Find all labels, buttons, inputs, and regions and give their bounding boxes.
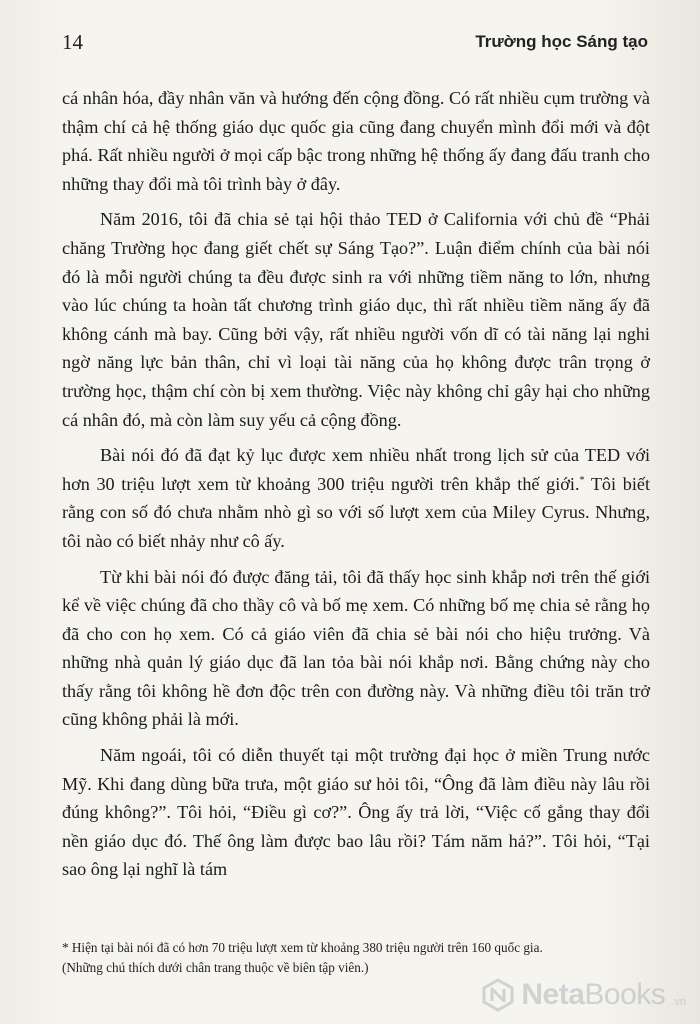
paragraph-4: Từ khi bài nói đó được đăng tải, tôi đã thấy học sinh khắp nơi trên thế giới kể về việc chúng đã cho thầy cô và bố mẹ xem. Có những bố mẹ chia sẻ rằng họ đã cho con họ xem. Có cả giáo viên đã chia sẻ bài nói cho hiệu trưởng. Và những nhà quản lý giáo dục đã lan tỏa bài nói khắp nơi. Bằng chứng này cho thấy rằng tôi không hề đơn độc trên con đường này. Và những điều tôi trăn trở cũng không phải là mới. [62, 566, 650, 730]
body-text [62, 84, 650, 891]
paragraph-3-text-b: Tôi biết rằng con số đó chưa nhằm nhò gì so với số lượt xem của Miley Cyrus. Nhưng, tôi nào có biết nhảy như cô ấy. [62, 473, 650, 551]
footnote-line-1: * Hiện tại bài nói đã có hơn 70 triệu lượt xem từ khoảng 380 triệu người trên 160 quốc gia. [62, 940, 543, 955]
running-head: Trường học Sáng tạo [475, 32, 648, 51]
paragraph-2: Năm 2016, tôi đã chia sẻ tại hội thảo TED ở California với chủ đề “Phải chăng Trường học đang giết chết sự Sáng Tạo?”. Luận điểm chính của bài nói đó là mỗi người chúng ta đều được sinh ra với những tiềm năng to lớn, nhưng vào lúc chúng ta hoàn tất chương trình giáo dục, thì rất nhiều tiềm năng ấy đã không cánh mà bay. Cũng bởi vậy, rất nhiều người vốn dĩ có tài năng lại nghi ngờ năng lực bản thân, chỉ vì loại tài năng của họ không được trân trọng ở trường học, thậm chí còn bị xem thường. Việc này không chỉ gây hại cho những cá nhân đó, mà còn làm suy yếu cả cộng đồng. [62, 209, 650, 430]
footnote-line-2: (Những chú thích dưới chân trang thuộc về biên tập viên.) [62, 960, 369, 975]
watermark-suffix: .vn [671, 996, 686, 1008]
paragraph-5: Năm ngoái, tôi có diễn thuyết tại một trường đại học ở miền Trung nước Mỹ. Khi đang dùng bữa trưa, một giáo sư hỏi tôi, “Ông đã làm điều này lâu rồi đúng không?”. Tôi hỏi, “Điều gì cơ?”. Ông ấy trả lời, “Việc cố gắng thay đổi nền giáo dục đó. Thế ông làm được bao lâu rồi? Tám năm hả?”. Tôi hỏi, “Tại sao ông lại nghĩ là tám [62, 745, 650, 880]
page-header [62, 30, 648, 60]
footnote-mark: * [579, 474, 585, 486]
paragraph-3 [62, 441, 650, 555]
footnote [62, 938, 662, 978]
paragraph-1: cá nhân hóa, đầy nhân văn và hướng đến cộng đồng. Có rất nhiều cụm trường và thậm chí cả hệ thống giáo dục quốc gia cũng đang chuyển mình đổi mới và đột phá. Rất nhiều người ở mọi cấp bậc trong những hệ thống ấy đang đấu tranh cho những thay đổi mà tôi trình bày ở đây. [62, 88, 650, 194]
netabooks-logo-icon [481, 978, 515, 1012]
paragraph-3-text-a: Bài nói đó đã đạt kỷ lục được xem nhiều nhất trong lịch sử của TED với hơn 30 triệu lượt xem từ khoảng 300 triệu người trên khắp thế giới. [62, 445, 650, 494]
watermark-brand-rest: Books [584, 978, 666, 1011]
page-number: 14 [62, 30, 83, 54]
watermark-brand-bold: Neta [521, 978, 585, 1011]
watermark [481, 978, 686, 1012]
watermark-brand [521, 978, 665, 1012]
